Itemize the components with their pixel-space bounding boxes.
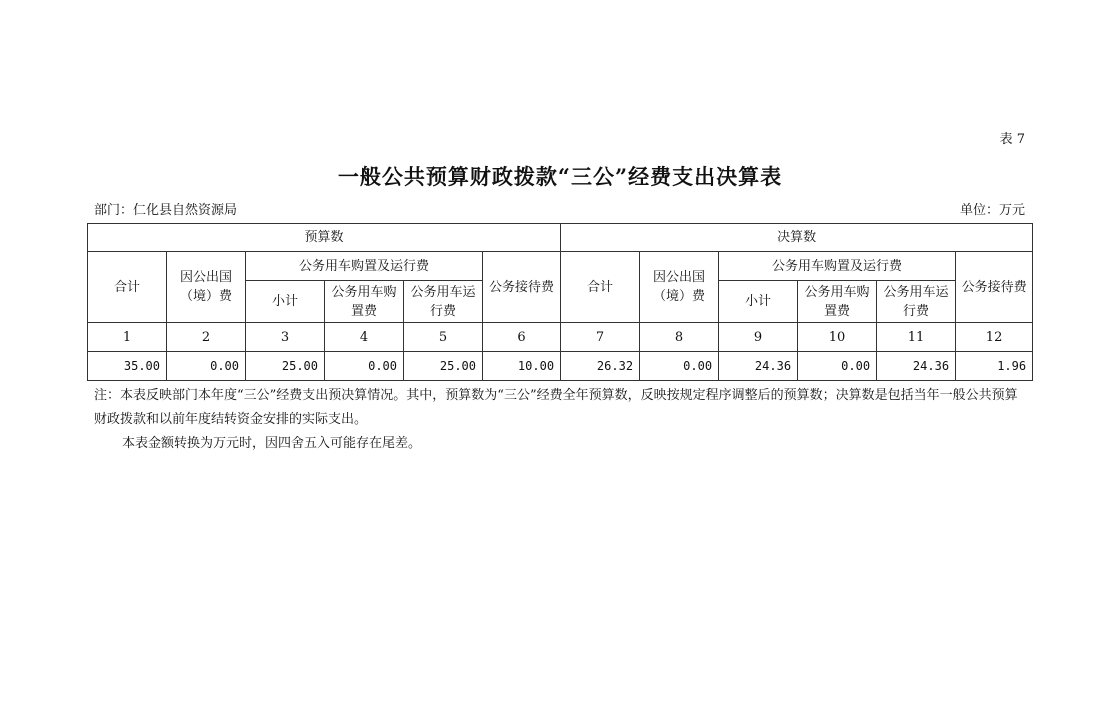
notes: [94, 384, 1030, 456]
unit-label: 单位：万元: [959, 203, 1025, 218]
final-header: 决算数: [561, 224, 1033, 252]
value-cell: 0.00: [798, 352, 877, 381]
data-row: [88, 352, 1033, 381]
department-label: 部门：仁化县自然资源局: [94, 203, 238, 218]
index-cell: 1: [88, 323, 167, 352]
value-cell: 1.96: [956, 352, 1033, 381]
index-cell: 5: [404, 323, 483, 352]
note-1: 注：本表反映部门本年度“三公”经费支出预决算情况。其中，预算数为“三公”经费全年预算数，反映按规定程序调整后的预算数；决算数是包括当年一般公共预算财政拨款和以前年度结转资金安排的实际支出。: [94, 388, 1018, 427]
index-cell: 8: [640, 323, 719, 352]
final-operation-header: 公务用车运行费: [877, 281, 956, 323]
budget-abroad-header: 因公出国（境）费: [167, 252, 246, 323]
value-cell: 35.00: [88, 352, 167, 381]
budget-total-header: 合计: [88, 252, 167, 323]
value-cell: 25.00: [246, 352, 325, 381]
value-cell: 25.00: [404, 352, 483, 381]
index-cell: 3: [246, 323, 325, 352]
index-cell: 11: [877, 323, 956, 352]
budget-header: 预算数: [88, 224, 561, 252]
value-cell: 0.00: [325, 352, 404, 381]
index-cell: 12: [956, 323, 1033, 352]
value-cell: 0.00: [167, 352, 246, 381]
index-cell: 2: [167, 323, 246, 352]
final-vehicle-header: 公务用车购置及运行费: [719, 252, 956, 281]
value-cell: 24.36: [719, 352, 798, 381]
header-row-2: [88, 252, 1033, 281]
index-cell: 7: [561, 323, 640, 352]
budget-operation-header: 公务用车运行费: [404, 281, 483, 323]
budget-reception-header: 公务接待费: [483, 252, 561, 323]
value-cell: 0.00: [640, 352, 719, 381]
index-row: [88, 323, 1033, 352]
final-subtotal-header: 小计: [719, 281, 798, 323]
index-cell: 6: [483, 323, 561, 352]
budget-subtotal-header: 小计: [246, 281, 325, 323]
index-cell: 9: [719, 323, 798, 352]
header-row-1: [88, 224, 1033, 252]
budget-vehicle-header: 公务用车购置及运行费: [246, 252, 483, 281]
final-purchase-header: 公务用车购置费: [798, 281, 877, 323]
expense-table: [87, 223, 1033, 381]
value-cell: 10.00: [483, 352, 561, 381]
table-number: 表 7: [999, 132, 1025, 147]
index-cell: 4: [325, 323, 404, 352]
budget-purchase-header: 公务用车购置费: [325, 281, 404, 323]
value-cell: 26.32: [561, 352, 640, 381]
value-cell: 24.36: [877, 352, 956, 381]
index-cell: 10: [798, 323, 877, 352]
final-reception-header: 公务接待费: [956, 252, 1033, 323]
final-abroad-header: 因公出国（境）费: [640, 252, 719, 323]
page-title: 一般公共预算财政拨款“三公”经费支出决算表: [337, 164, 783, 189]
note-2: 本表金额转换为万元时，因四舍五入可能存在尾差。: [122, 436, 422, 451]
final-total-header: 合计: [561, 252, 640, 323]
